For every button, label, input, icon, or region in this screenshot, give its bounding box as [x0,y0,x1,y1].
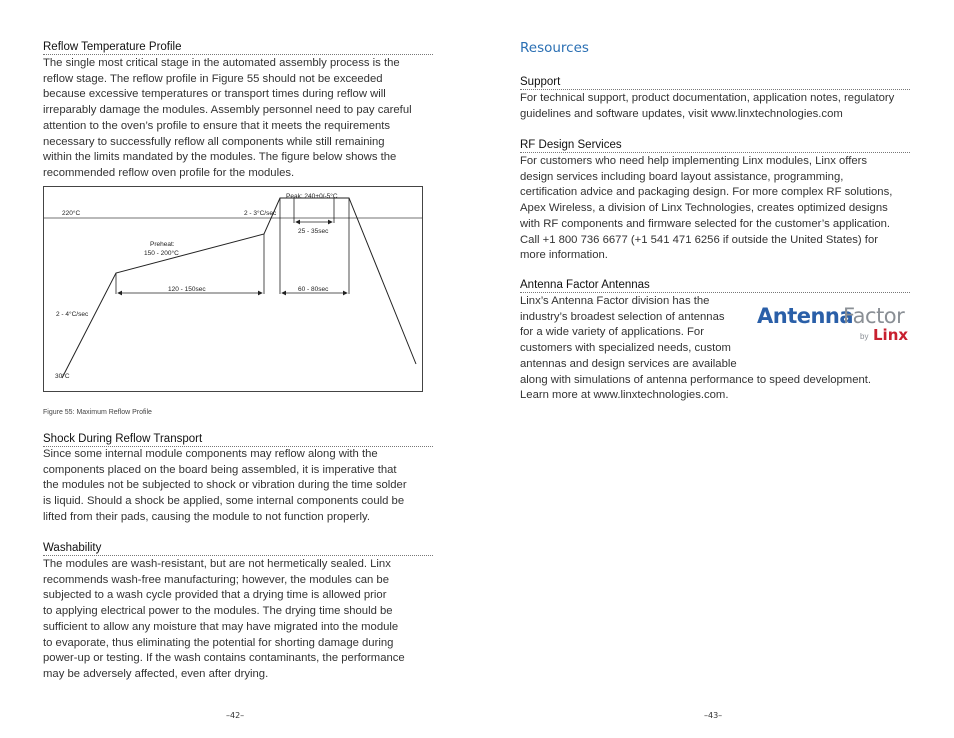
label-30c: 30°C [55,373,70,380]
wash-line: recommends wash-free manufacturing; however, the modules can be [43,573,389,586]
shock-heading [43,433,433,447]
rf-line: Apex Wireless, a division of Linx Technologies, creates optimized designs [520,202,888,215]
support-line: guidelines and software updates, visit www.linxtechnologies.com [520,107,843,120]
wash-line: may be adversely affected, even after drying. [43,667,269,680]
resources-title: Resources [520,40,589,56]
shock-heading-text: Shock During Reflow Transport [43,433,203,445]
figure-caption: Figure 55: Maximum Reflow Profile [43,409,152,416]
antenna-heading-text: Antenna Factor Antennas [520,279,650,291]
antenna-line: Learn more at www.linxtechnologies.com. [520,389,729,402]
wash-line: to evaporate, thus eliminating the potential for shorting damage during [43,636,394,649]
support-heading [520,76,910,90]
reflow-line: recommended reflow oven profile for the modules. [43,166,295,179]
label-time-120-150: 120 - 150sec [168,286,206,293]
shock-line: Since some internal module components may reflow along with the [43,448,378,460]
logo-linx: Linx [873,326,909,344]
wash-heading-text: Washability [43,542,102,554]
wash-line: to applying electrical power to the modules. The drying time should be [43,605,393,618]
reflow-line: necessary to successfully reflow all components while still remaining [43,135,385,148]
shock-line: is liquid. Should a shock be applied, some internal components could be [43,495,405,508]
label-time-60-80: 60 - 80sec [298,286,329,293]
antenna-line: antennas and design services are available [520,357,737,370]
label-peak: Peak: 240+0/-5°C [286,193,338,200]
wash-line: subjected to a wash cycle provided that a drying time is allowed prior [43,589,387,602]
rf-paragraph [520,154,892,264]
rf-line: with RF components and firmware selected for the customer’s application. [520,217,891,230]
support-paragraph [520,91,894,122]
wash-line: sufficient to allow any moisture that may have migrated into the module [43,620,399,633]
reflow-line: attention to the oven’s profile to ensure that it meets the requirements [43,119,391,132]
rf-line: Call +1 800 736 6677 (+1 541 471 6256 if outside the United States) for [520,233,878,246]
rf-line: more information. [520,249,608,262]
label-220c: 220°C [62,210,81,217]
antenna-factor-logo-graphic [757,298,917,346]
reflow-line: because excessive temperatures or transport times during reflow will [43,88,386,101]
antenna-line: for a wide variety of applications. For [520,326,704,339]
wash-paragraph [43,557,405,683]
page-number-left: –42– [226,711,245,720]
wash-line: power-up or testing. If the wash contains contaminants, the performance [43,652,405,665]
label-dwell-25-35: 25 - 35sec [298,228,329,235]
support-line: For technical support, product documentation, application notes, regulatory [520,92,895,104]
rf-heading [520,139,910,153]
reflow-profile-diagram [44,187,422,391]
logo-by: by [860,332,869,341]
antenna-line: industry’s broadest selection of antennas [520,310,725,323]
label-ramp-2-4: 2 - 4°C/sec [56,311,89,318]
reflow-line: The single most critical stage in the automated assembly process is the [43,57,400,69]
logo-factor-word: Factor [843,304,905,328]
reflow-heading-text: Reflow Temperature Profile [43,41,182,53]
reflow-line: reflow stage. The reflow profile in Figure 55 should not be exceeded [43,72,383,85]
rf-heading-text: RF Design Services [520,139,622,151]
label-ramp-2-3: 2 - 3°C/sec [244,210,277,217]
logo-antenna-word: Antenna [757,304,854,328]
support-heading-text: Support [520,76,561,88]
antenna-factor-logo [757,298,917,346]
antenna-heading [520,279,910,293]
antenna-line: along with simulations of antenna performance to speed development. [520,373,872,386]
antenna-line: Linx’s Antenna Factor division has the [520,295,710,307]
shock-line: the modules not be subjected to shock or vibration during the time solder [43,479,407,492]
reflow-heading [43,41,433,55]
page-number-right: –43– [704,711,723,720]
shock-line: lifted from their pads, causing the module to not function properly. [43,510,370,523]
reflow-line: within the limits mandated by the modules. The figure below shows the [43,151,397,164]
right-page [477,0,954,738]
antenna-line: customers with specialized needs, custom [520,342,731,355]
wash-line: The modules are wash-resistant, but are not hermetically sealed. Linx [43,558,391,570]
shock-line: components placed on the board being assembled, it is imperative that [43,463,397,476]
rf-line: design services including board layout assistance, programming, [520,170,844,183]
shock-paragraph [43,447,407,526]
label-preheat: Preheat: [150,241,175,248]
reflow-paragraph [43,56,412,182]
profile-curve [62,198,416,378]
label-preheat-range: 150 - 200°C [144,250,179,257]
rf-line: certification advice and packaging design. For more complex RF solutions, [520,186,893,199]
reflow-profile-figure [43,186,423,392]
rf-line: For customers who need help implementing Linx modules, Linx offers [520,155,868,167]
reflow-line: irreparably damage the modules. Assembly personnel need to pay careful [43,104,412,117]
wash-heading [43,542,433,556]
